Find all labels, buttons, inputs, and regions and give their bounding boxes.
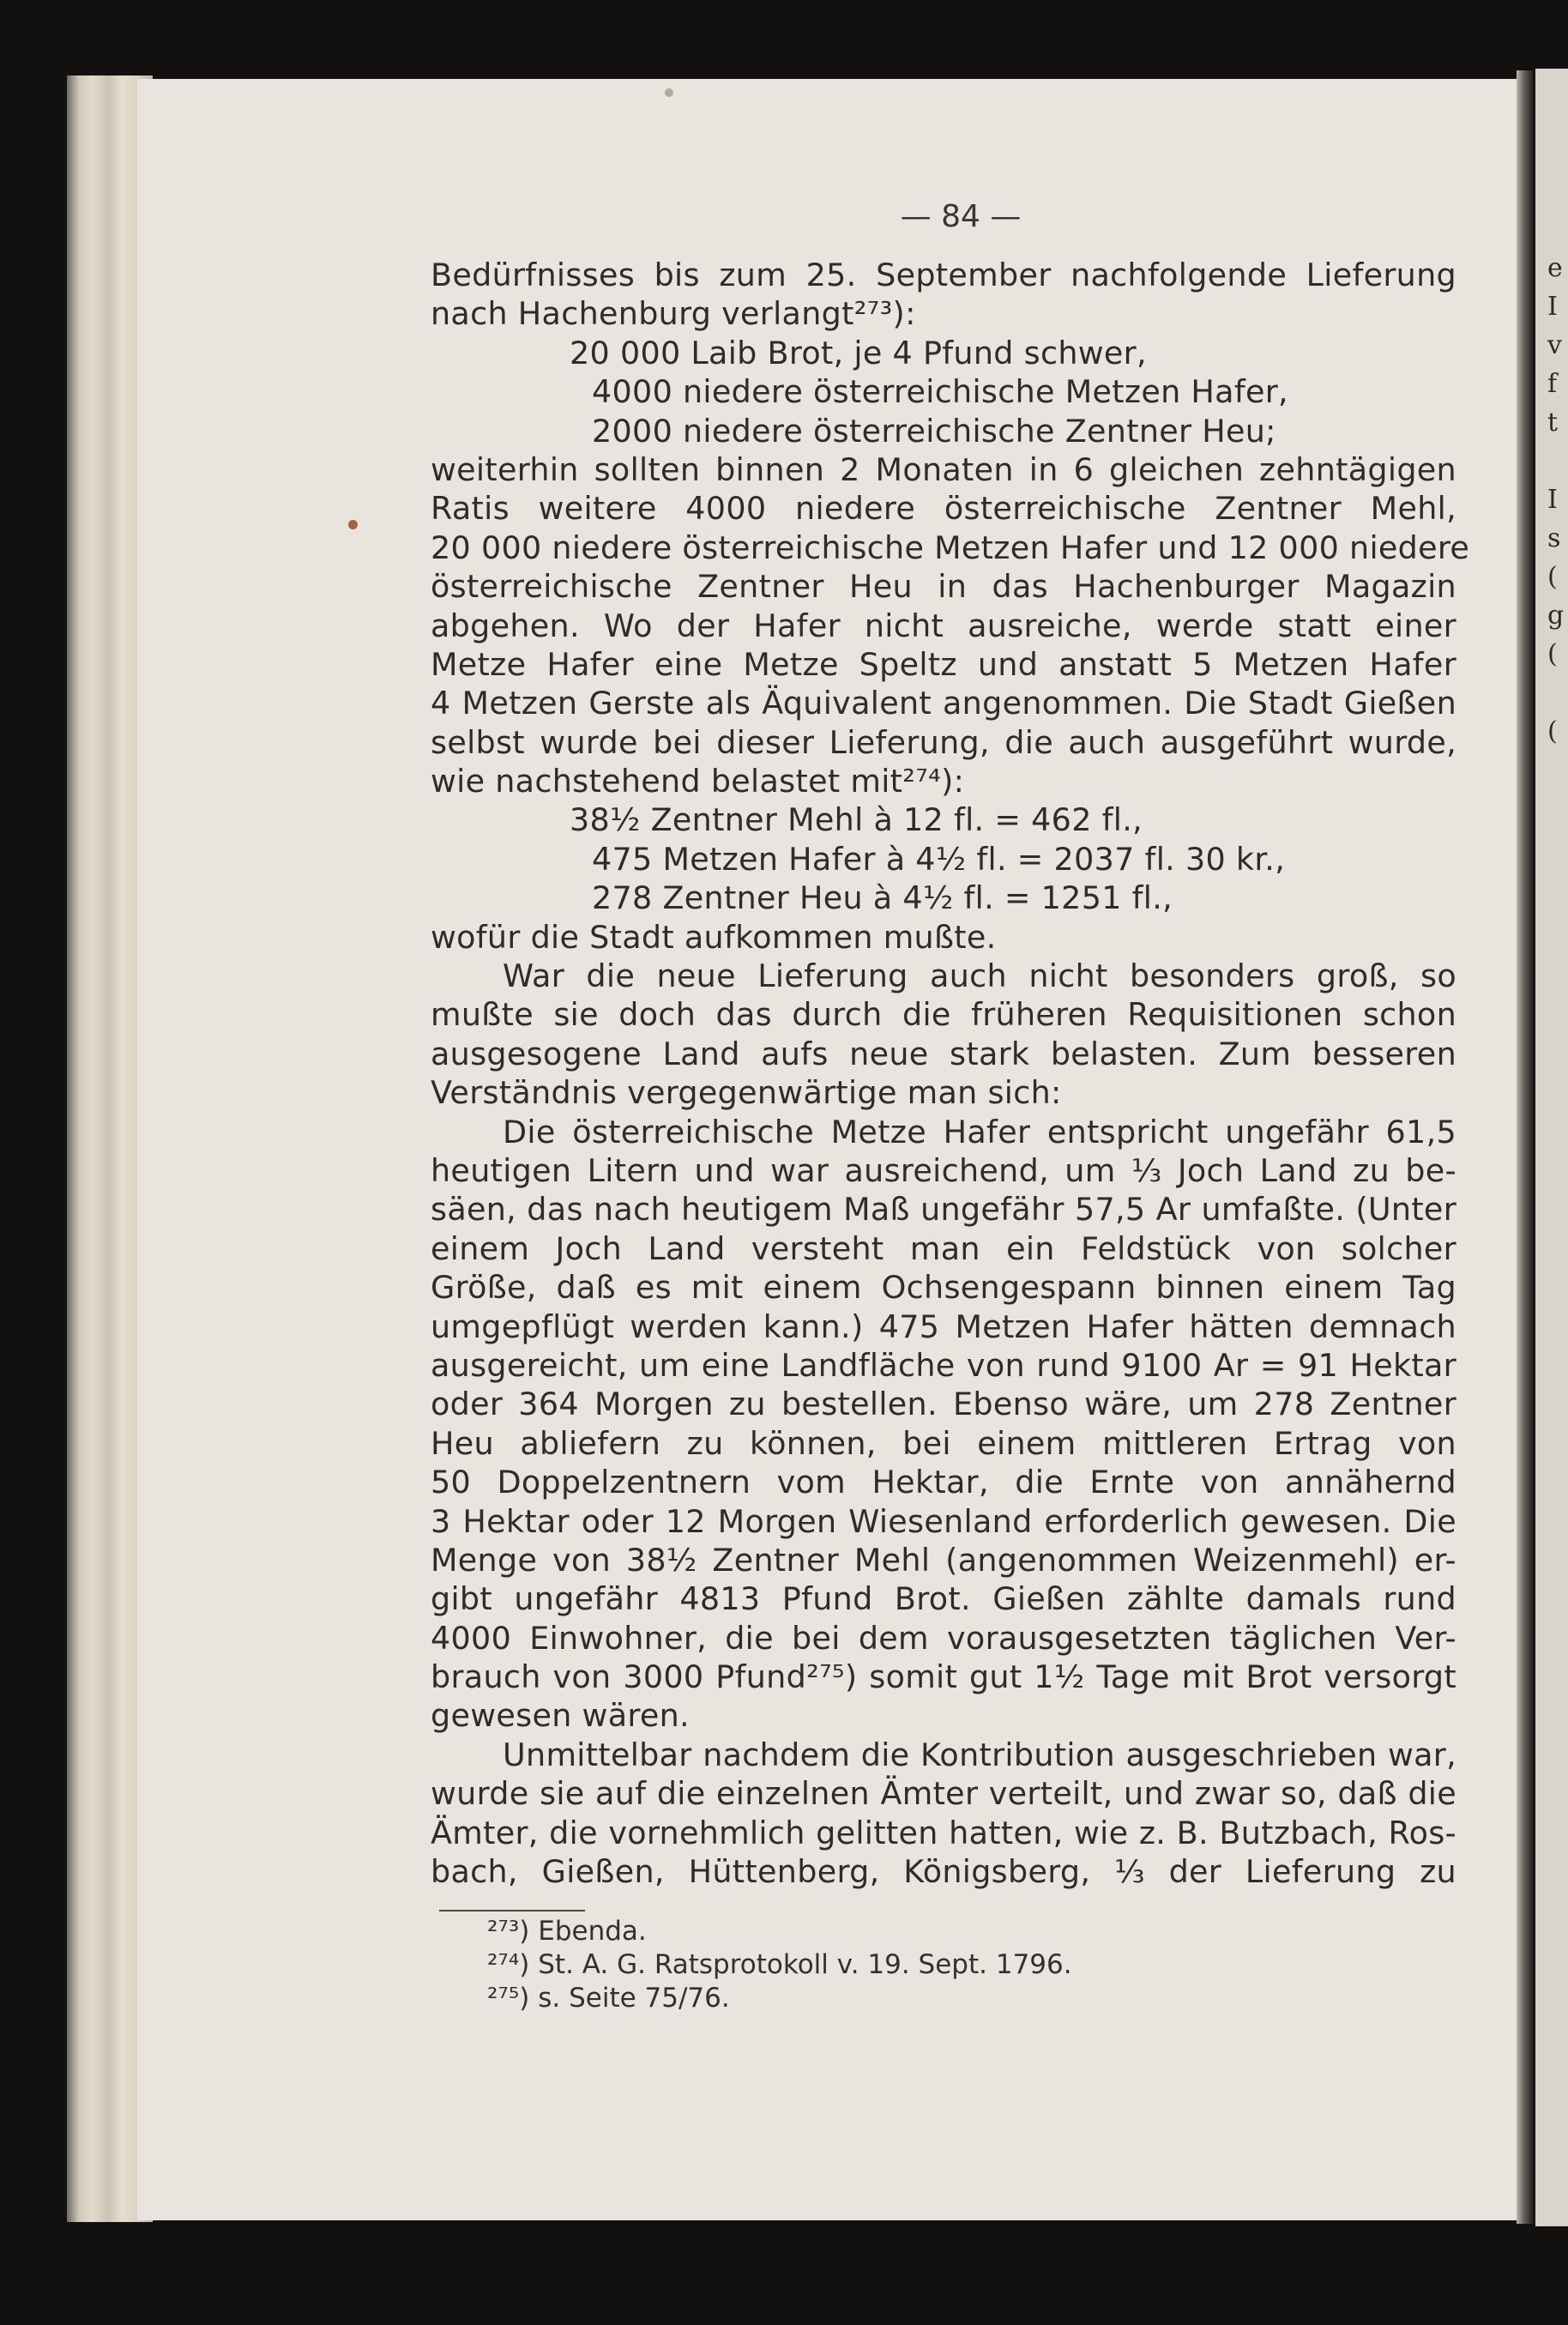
text-line: brauch von 3000 Pfund²⁷⁵) somit gut 1½ Tage mit Brot versorgt [431, 1658, 1456, 1696]
text-line: Die österreichische Metze Hafer entspricht ungefähr 61,5 [503, 1113, 1456, 1150]
facing-page-fragment [1535, 1098, 1568, 1137]
facing-page-fragment [1535, 1137, 1568, 1175]
paper-blemish [665, 88, 673, 97]
text-line: Ratis weitere 4000 niedere österreichische Zentner Mehl, [431, 490, 1456, 528]
facing-page-fragment: ( [1547, 716, 1558, 746]
facing-page-fragment [1535, 828, 1568, 867]
footnote: ²⁷³) Ebenda. [487, 1916, 647, 1947]
footnotes [487, 1915, 1072, 2015]
text-line: bach, Gießen, Hüttenberg, Königsberg, ⅓ der Lieferung zu [431, 1853, 1456, 1891]
facing-page-fragment [1535, 789, 1568, 828]
facing-page-fragment: ( [1547, 639, 1558, 669]
facing-page-fragment [1535, 442, 1568, 480]
text-line: Ämter, die vornehmlich gelitten hatten, wie z. B. Butzbach, Ros- [431, 1814, 1456, 1851]
text-line: heutigen Litern und war ausreichend, um ⅓ Joch Land zu be- [431, 1151, 1456, 1189]
page-number: — 84 — [900, 199, 1022, 234]
text-line: österreichische Zentner Heu in das Hachenburger Magazin [431, 568, 1456, 606]
text-line: 38½ Zentner Mehl à 12 fl. = 462 fl., [570, 801, 1143, 839]
text-line: 278 Zentner Heu à 4½ fl. = 1251 fl., [592, 879, 1173, 917]
facing-page-fragment [1535, 673, 1568, 712]
text-line: Unmittelbar nachdem die Kontribution ausgeschrieben war, [503, 1736, 1456, 1773]
body-text [431, 256, 1470, 1891]
text-line: 3 Hektar oder 12 Morgen Wiesenland erforderlich gewesen. Die [431, 1502, 1456, 1540]
text-line: 4 Metzen Gerste als Äquivalent angenommen. Die Stadt Gießen [431, 685, 1456, 722]
text-line: 50 Doppelzentnern vom Hektar, die Ernte von annähernd [431, 1464, 1456, 1501]
text-line: wofür die Stadt aufkommen mußte. [431, 918, 997, 956]
text-line: weiterhin sollten binnen 2 Monaten in 6 gleichen zehntägigen [431, 450, 1456, 488]
text-line: War die neue Lieferung auch nicht besonders groß, so [503, 957, 1456, 995]
text-line: nach Hachenburg verlangt²⁷³): [431, 295, 916, 333]
facing-page-fragment [1535, 1175, 1568, 1214]
facing-page-fragment: t [1547, 408, 1559, 438]
facing-page-edge [1535, 69, 1568, 2226]
text-line: einem Joch Land versteht man ein Feldstück von solcher [431, 1229, 1456, 1267]
text-line: abgehen. Wo der Hafer nicht ausreiche, werde statt einer [431, 607, 1456, 644]
facing-page-fragment: I [1547, 292, 1558, 322]
text-line: oder 364 Morgen zu bestellen. Ebenso wäre, um 278 Zentner [431, 1386, 1456, 1423]
facing-page-fragment [1535, 867, 1568, 905]
footnote: ²⁷⁴) St. A. G. Ratsprotokoll v. 19. Sept. 1796. [487, 1949, 1072, 1980]
facing-page-fragment: g [1547, 601, 1565, 631]
facing-page-fragment: e [1547, 253, 1563, 283]
text-line: 2000 niedere österreichische Zentner Heu; [592, 412, 1276, 450]
text-line: ausgesogene Land aufs neue stark belasten. Zum besseren [431, 1035, 1456, 1072]
footnote-separator [439, 1910, 585, 1911]
text-line: wie nachstehend belastet mit²⁷⁴): [431, 763, 965, 800]
text-line: wurde sie auf die einzelnen Ämter verteilt, und zwar so, daß die [431, 1775, 1456, 1813]
text-line: 4000 niedere österreichische Metzen Hafer, [592, 373, 1288, 411]
facing-page-fragment: ( [1547, 562, 1558, 592]
text-line: selbst wurde bei dieser Lieferung, die auch ausgeführt wurde, [431, 723, 1456, 761]
facing-page-fragment [1535, 1021, 1568, 1060]
facing-page-fragment [1535, 905, 1568, 944]
facing-page-fragment: v [1547, 330, 1562, 360]
book-spine-shadow [1517, 70, 1534, 2224]
facing-page-fragment: s [1547, 523, 1561, 553]
text-line: 20 000 Laib Brot, je 4 Pfund schwer, [570, 334, 1147, 371]
text-line: gibt ungefähr 4813 Pfund Brot. Gießen zählte damals rund [431, 1580, 1456, 1618]
margin-dot [348, 520, 358, 529]
facing-page-fragment [1535, 751, 1568, 789]
text-line: Heu abliefern zu können, bei einem mittleren Ertrag von [431, 1424, 1456, 1462]
facing-page-fragment [1535, 982, 1568, 1021]
text-line: ausgereicht, um eine Landfläche von rund 9100 Ar = 91 Hektar [431, 1346, 1456, 1384]
facing-page-fragment [1535, 1060, 1568, 1098]
text-line: 4000 Einwohner, die bei dem vorausgesetzten täglichen Ver- [431, 1619, 1456, 1657]
text-line: mußte sie doch das durch die früheren Requisitionen schon [431, 996, 1456, 1034]
text-line: umgepflügt werden kann.) 475 Metzen Hafer hätten demnach [431, 1307, 1456, 1345]
footnote: ²⁷⁵) s. Seite 75/76. [487, 1983, 730, 2014]
text-line: Verständnis vergegenwärtige man sich: [431, 1074, 1062, 1112]
text-line: Bedürfnisses bis zum 25. September nachfolgende Lieferung [431, 257, 1456, 293]
text-line: 20 000 niedere österreichische Metzen Hafer und 12 000 niedere [431, 528, 1470, 566]
facing-page-fragment [1535, 944, 1568, 982]
text-line: gewesen wären. [431, 1697, 690, 1735]
facing-page-fragment: f [1547, 369, 1558, 399]
text-line: 475 Metzen Hafer à 4½ fl. = 2037 fl. 30 kr., [592, 840, 1286, 878]
facing-page-fragment: I [1547, 485, 1558, 515]
text-line: säen, das nach heutigem Maß ungefähr 57,5 Ar umfaßte. (Unter [431, 1191, 1456, 1229]
text-line: Metze Hafer eine Metze Speltz und anstatt 5 Metzen Hafer [431, 645, 1456, 683]
text-line: Größe, daß es mit einem Ochsengespann binnen einem Tag [431, 1269, 1456, 1307]
text-line: Menge von 38½ Zentner Mehl (angenommen Weizenmehl) er- [431, 1541, 1456, 1579]
